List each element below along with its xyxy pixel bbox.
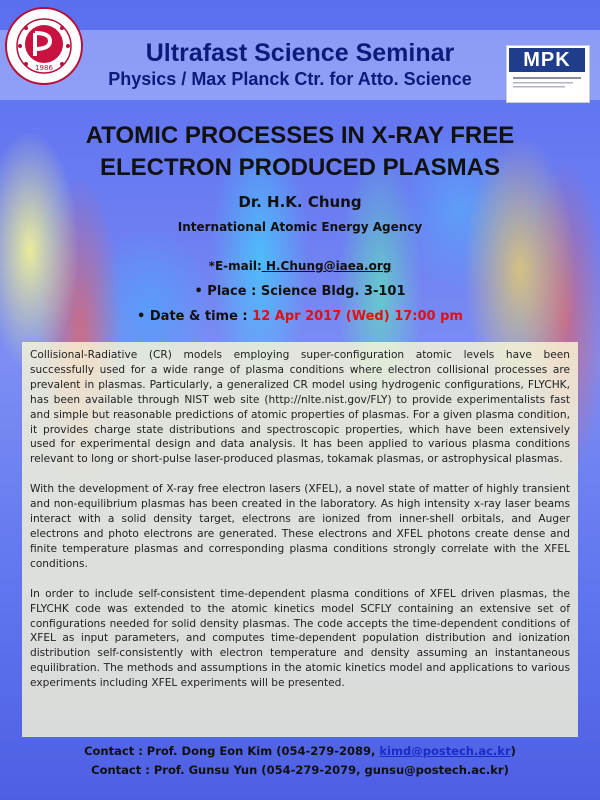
speaker-email bbox=[0, 259, 600, 273]
abstract-paragraph-3: In order to include self-consistent time-dependent plasma conditions of XFEL driven plasmas, the FLYCHK code was extended to the atomic kinetics model SCFLY containing an extensive set of configurations needed for solid density plasmas. The code accepts the time-dependent conditions of XFEL as input parameters, and computes time-dependent population distribution and ionization distribution self-consistently with electron temperature and density assuming an instantaneous equilibration. The methods and assumptions in the atomic kinetics model and applications to various experiments including XFEL experiments will be presented. bbox=[30, 587, 570, 690]
place-label: • Place : bbox=[194, 284, 261, 299]
seminar-subtitle: Physics / Max Planck Ctr. for Atto. Science bbox=[108, 69, 472, 89]
contact-line-2 bbox=[0, 763, 600, 777]
contact-line-1 bbox=[0, 744, 600, 758]
mpk-letters: MPK bbox=[509, 48, 585, 72]
contact-2-text: Contact : Prof. Gunsu Yun (054-279-2079, bbox=[91, 763, 365, 777]
abstract-box bbox=[22, 342, 578, 737]
abstract-paragraph-2: With the development of X-ray free electron lasers (XFEL), a novel state of matter of highly transient and non-equilibrium plasmas has been created in the laboratory. As high intensity x-ray laser beams interact with a solid density target, electrons are ionized from inner-shell orbitals, and Auger electrons and photo electrons are generated. These electrons and XFEL photons create dense and finite temperature plasmas and corresponding plasma conditions strongly correlate with the XFEL conditions. bbox=[30, 483, 570, 570]
email-label: *E-mail: bbox=[208, 259, 262, 273]
seal-year: 1986 bbox=[35, 64, 53, 72]
talk-datetime bbox=[0, 309, 600, 324]
contact-2-suffix: ) bbox=[503, 763, 509, 777]
mpk-logo-smallprint bbox=[509, 75, 585, 96]
talk-place bbox=[0, 284, 600, 299]
talk-title-line-1: ATOMIC PROCESSES IN X-RAY FREE bbox=[85, 122, 515, 149]
place-value: Science Bldg. 3-101 bbox=[260, 284, 406, 299]
datetime-label: • Date & time : bbox=[137, 309, 253, 324]
mpk-logo-icon bbox=[506, 45, 590, 103]
postech-seal-icon bbox=[4, 6, 84, 86]
contact-1-suffix: ) bbox=[510, 744, 516, 758]
datetime-value: 12 Apr 2017 (Wed) 17:00 pm bbox=[252, 309, 463, 324]
talk-title bbox=[20, 120, 580, 184]
speaker-affiliation: International Atomic Energy Agency bbox=[177, 220, 423, 234]
contact-1-text: Contact : Prof. Dong Eon Kim (054-279-2089, bbox=[84, 744, 380, 758]
contact-2-email: gunsu@postech.ac.kr bbox=[364, 763, 504, 777]
seminar-title: Ultrafast Science Seminar bbox=[145, 39, 455, 67]
email-link[interactable]: H.Chung@iaea.org bbox=[261, 259, 392, 273]
abstract-paragraph-1: Collisional-Radiative (CR) models employing super-configuration atomic levels have been successfully used for a wide range of plasma conditions where electron collisional processes are prevalent in plasmas. Particularly, a generalized CR model using hydrogenic configurations, FLYCHK, has been available through NIST web site (http://nlte.nist.gov/FLY) to provide experimentalists fast and simple but reasonable predictions of atomic properties of plasmas. For a given plasma condition, it provides charge state distributions and spectroscopic properties, which have been extensively used for experimental design and data analysis. It has been applied to various plasma conditions relevant to long or short-pulse laser-produced plasmas, tokamak plasmas, or astrophysical plasmas. bbox=[30, 349, 570, 466]
talk-title-line-2: ELECTRON PRODUCED PLASMAS bbox=[99, 154, 501, 181]
speaker-name: Dr. H.K. Chung bbox=[238, 193, 362, 211]
contact-1-email-link[interactable]: kimd@postech.ac.kr bbox=[379, 744, 511, 758]
